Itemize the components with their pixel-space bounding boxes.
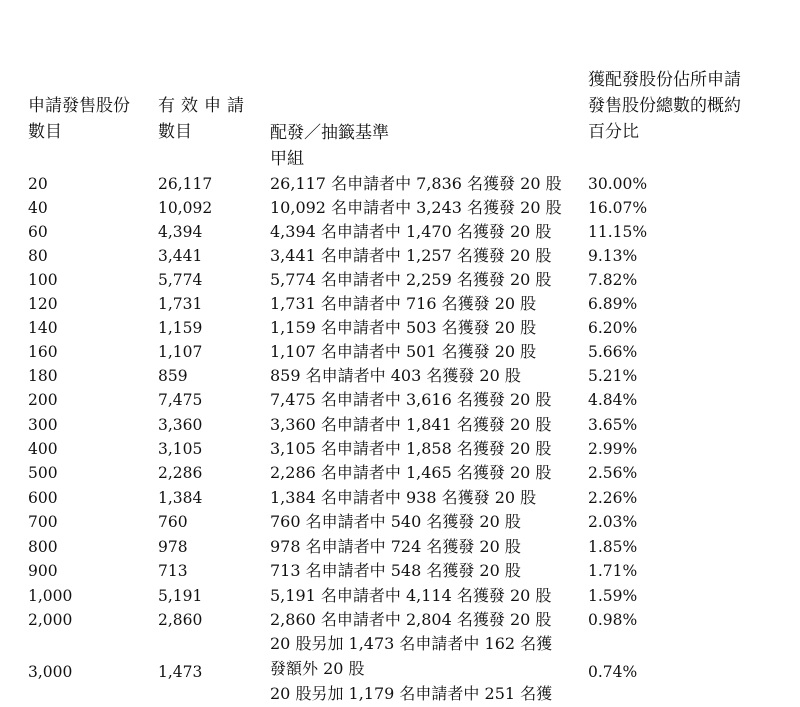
- applications-cell: 3,105: [158, 440, 203, 458]
- percentage-cell: 0.74%: [588, 663, 638, 681]
- shares-cell: 3,000: [28, 663, 73, 681]
- header-shares-applied: [28, 93, 130, 145]
- shares-cell: 1,000: [28, 587, 73, 605]
- percentage-cell: 0.98%: [588, 611, 638, 629]
- shares-cell: 600: [28, 489, 58, 507]
- basis-cell-line1: 20 股另加 1,179 名申請者中 251 名獲: [270, 684, 553, 703]
- shares-cell: 120: [28, 295, 58, 313]
- basis-cell: 3,105 名申請者中 1,858 名獲發 20 股: [270, 439, 552, 458]
- basis-cell-line2: 發額外 20 股: [270, 659, 365, 678]
- basis-cell: 2,286 名申請者中 1,465 名獲發 20 股: [270, 463, 552, 482]
- shares-cell: 900: [28, 562, 58, 580]
- percentage-cell: 5.66%: [588, 343, 638, 361]
- basis-cell: 10,092 名申請者中 3,243 名獲發 20 股: [270, 198, 562, 217]
- applications-cell: 2,286: [158, 464, 203, 482]
- percentage-cell: 11.15%: [588, 223, 648, 241]
- basis-cell: 1,107 名申請者中 501 名獲發 20 股: [270, 342, 537, 361]
- percentage-cell: 1.71%: [588, 562, 638, 580]
- applications-cell: 1,731: [158, 295, 203, 313]
- percentage-cell: 5.21%: [588, 367, 638, 385]
- percentage-cell: 6.89%: [588, 295, 638, 313]
- applications-cell: 713: [158, 562, 188, 580]
- applications-cell: 859: [158, 367, 188, 385]
- header-shares-line1: 申請發售股份: [28, 96, 130, 116]
- applications-cell: 5,191: [158, 587, 203, 605]
- shares-cell: 2,000: [28, 611, 73, 629]
- basis-cell: 1,159 名申請者中 503 名獲發 20 股: [270, 318, 537, 337]
- basis-cell: 7,475 名申請者中 3,616 名獲發 20 股: [270, 390, 552, 409]
- basis-cell: 4,394 名申請者中 1,470 名獲發 20 股: [270, 222, 552, 241]
- basis-cell: 3,360 名申請者中 1,841 名獲發 20 股: [270, 415, 552, 434]
- applications-cell: 1,384: [158, 489, 203, 507]
- percentage-cell: 1.85%: [588, 538, 638, 556]
- basis-cell: 978 名申請者中 724 名獲發 20 股: [270, 537, 521, 556]
- basis-cell: 859 名申請者中 403 名獲發 20 股: [270, 366, 521, 385]
- applications-cell: 10,092: [158, 199, 213, 217]
- header-group-label: 甲組: [270, 149, 304, 169]
- percentage-cell: 2.26%: [588, 489, 638, 507]
- shares-cell: 180: [28, 367, 58, 385]
- shares-cell: 800: [28, 538, 58, 556]
- percentage-cell: 2.56%: [588, 464, 638, 482]
- basis-cell: 2,860 名申請者中 2,804 名獲發 20 股: [270, 610, 552, 629]
- shares-cell: 80: [28, 247, 48, 265]
- applications-cell: 1,159: [158, 319, 203, 337]
- header-valid-applications: [158, 93, 250, 145]
- header-allotment-basis: [270, 120, 389, 172]
- percentage-cell: 7.82%: [588, 271, 638, 289]
- percentage-cell: 16.07%: [588, 199, 648, 217]
- shares-cell: 500: [28, 464, 58, 482]
- basis-cell: 1,384 名申請者中 938 名獲發 20 股: [270, 488, 537, 507]
- applications-cell: 1,473: [158, 663, 203, 681]
- shares-cell: 40: [28, 199, 48, 217]
- applications-cell: 26,117: [158, 175, 213, 193]
- applications-cell: 1,107: [158, 343, 203, 361]
- shares-cell: 100: [28, 271, 58, 289]
- shares-cell: 160: [28, 343, 58, 361]
- applications-cell: 4,394: [158, 223, 203, 241]
- percentage-cell: 1.59%: [588, 587, 638, 605]
- percentage-cell: 9.13%: [588, 247, 638, 265]
- percentage-cell: 30.00%: [588, 175, 648, 193]
- header-approx-percentage: [588, 67, 741, 145]
- percentage-cell: 4.84%: [588, 391, 638, 409]
- basis-cell: 1,731 名申請者中 716 名獲發 20 股: [270, 294, 537, 313]
- header-apps-line1: 有效申請: [158, 96, 250, 116]
- basis-cell: 5,191 名申請者中 4,114 名獲發 20 股: [270, 586, 552, 605]
- applications-cell: 978: [158, 538, 188, 556]
- percentage-cell: 2.03%: [588, 513, 638, 531]
- shares-cell: 400: [28, 440, 58, 458]
- applications-cell: 7,475: [158, 391, 203, 409]
- percentage-cell: 2.99%: [588, 440, 638, 458]
- applications-cell: 3,360: [158, 416, 203, 434]
- shares-cell: 700: [28, 513, 58, 531]
- basis-cell-line1: 20 股另加 1,473 名申請者中 162 名獲: [270, 634, 553, 653]
- shares-cell: 200: [28, 391, 58, 409]
- header-apps-line2: 數目: [158, 122, 192, 142]
- basis-cell: 3,441 名申請者中 1,257 名獲發 20 股: [270, 246, 552, 265]
- basis-cell: 5,774 名申請者中 2,259 名獲發 20 股: [270, 270, 552, 289]
- header-pct-line1: 獲配發股份佔所申請: [588, 70, 741, 90]
- percentage-cell: 3.65%: [588, 416, 638, 434]
- applications-cell: 2,860: [158, 611, 203, 629]
- shares-cell: 20: [28, 175, 48, 193]
- applications-cell: 5,774: [158, 271, 203, 289]
- basis-cell: 26,117 名申請者中 7,836 名獲發 20 股: [270, 174, 562, 193]
- shares-cell: 140: [28, 319, 58, 337]
- basis-cell: 760 名申請者中 540 名獲發 20 股: [270, 512, 521, 531]
- header-shares-line2: 數目: [28, 122, 62, 142]
- header-pct-line2: 發售股份總數的概約: [588, 96, 741, 116]
- applications-cell: 760: [158, 513, 188, 531]
- basis-cell: 713 名申請者中 548 名獲發 20 股: [270, 561, 521, 580]
- header-pct-line3: 百分比: [588, 122, 639, 142]
- header-basis-title: 配發／抽籤基準: [270, 123, 389, 143]
- shares-cell: 60: [28, 223, 48, 241]
- applications-cell: 3,441: [158, 247, 203, 265]
- percentage-cell: 6.20%: [588, 319, 638, 337]
- shares-cell: 300: [28, 416, 58, 434]
